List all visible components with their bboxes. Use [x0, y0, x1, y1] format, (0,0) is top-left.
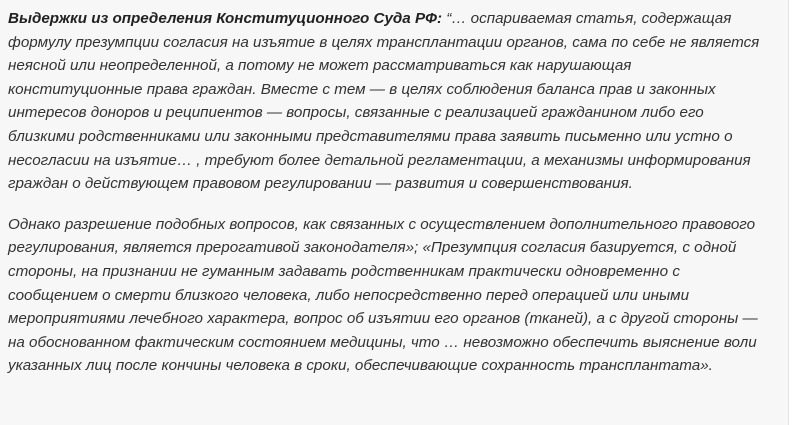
quote-paragraph-2	[8, 213, 768, 378]
quote-paragraph-1-text: “… оспариваемая статья, содержащая формулу презумпции согласия на изъятие в целях трансплантации органов, сама по себе не является неясной или неопределенной, а потому не может рассматриваться как нарушающая конституционные права граждан. Вместе с тем — в целях соблюдения баланса прав и законных интересов доноров и реципиентов — вопросы, связанные с реализацией гражданином либо его близкими родственниками или законными представителями права заявить письменно или устно о несогласии на изъятие… , требуют более детальной регламентации, а механизмы информирования граждан о действующем правовом регулировании — развития и совершенствования.	[8, 10, 760, 193]
quote-paragraph-2-text: Однако разрешение подобных вопросов, как связанных с осуществлением дополнительного правового регулирования, является прерогативой законодателя»; «Презумпция согласия базируется, с одной стороны, на признании не гуманным задавать родственникам практически одновременно с сообщением о смерти близкого человека, либо непосредственно перед операцией или иными мероприятиями лечебного характера, вопрос об изъятии его органов (тканей), а с другой стороны — на обоснованном фактическим состоянием медицины, что … невозможно обеспечить выяснение воли указанных лиц после кончины человека в сроки, обеспечивающие сохранность трансплантата».	[8, 215, 758, 375]
quote-paragraph-1	[8, 7, 768, 196]
quote-lead: Выдержки из определения Конституционного Суда РФ:	[8, 10, 442, 27]
